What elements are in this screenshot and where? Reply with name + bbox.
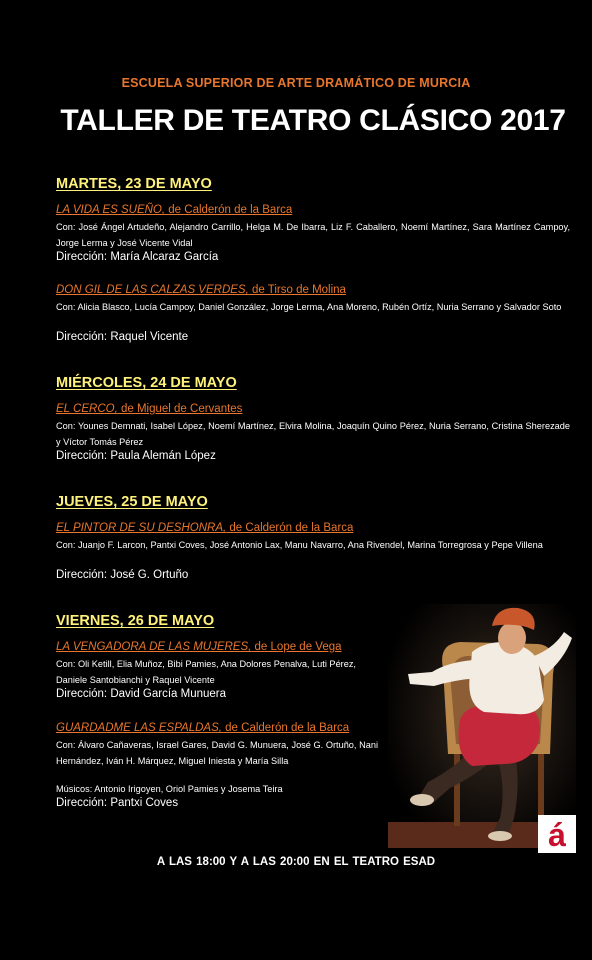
play-direction: Dirección: Pantxi Coves [56, 797, 179, 809]
play-cast: Con: Alicia Blasco, Lucía Campoy, Daniel González, Jorge Lerma, Ana Moreno, Rubén Ortíz, Nuria Serrano y Salvador Soto [56, 302, 562, 312]
play-title-line [56, 522, 353, 534]
play-title-line [56, 284, 346, 296]
play-author: de Calderón de la Barca [226, 522, 354, 534]
play-cast: Con: Juanjo F. Larcon, Pantxi Coves, José Antonio Lax, Manu Navarro, Ana Rivendel, Marina Torregrosa y Pepe Villena [56, 540, 543, 550]
play-direction: Dirección: Paula Alemán López [56, 450, 216, 462]
play-title-line [56, 403, 242, 415]
school-name: ESCUELA SUPERIOR DE ARTE DRAMÁTICO DE MURCIA [121, 76, 471, 90]
day-heading-miercoles: MIÉRCOLES, 24 DE MAYO [56, 375, 237, 391]
esad-logo [538, 815, 576, 853]
day-heading-martes: MARTES, 23 DE MAYO [56, 176, 212, 192]
day-heading-jueves: JUEVES, 25 DE MAYO [56, 494, 208, 510]
play-title-line [56, 641, 342, 653]
play-title-line [56, 722, 349, 734]
play-cast: Con: Álvaro Cañaveras, Israel Gares, David G. Munuera, José G. Ortuño, Nani Hernández, Iván H. Márquez, Miguel Iniesta y María Silla [56, 740, 378, 766]
day-heading-viernes: VIERNES, 26 DE MAYO [56, 613, 215, 629]
play-title-line [56, 204, 292, 216]
play-cast: Con: Oli Ketill, Elia Muñoz, Bibi Pamies, Ana Dolores Penalva, Luti Pérez, Daniele Santobianchi y Raquel Vicente [56, 659, 356, 685]
play-cast: Con: Younes Demnati, Isabel López, Noemí Martínez, Elvira Molina, Joaquín Quino Pérez, Nuria Serrano, Cristina Sherezade y Víctor Tomás Pérez [56, 421, 570, 447]
play-author: de Tirso de Molina [248, 284, 346, 296]
actor-photo [388, 604, 576, 848]
play-direction: Dirección: Raquel Vicente [56, 331, 189, 343]
play-title: DON GIL DE LAS CALZAS VERDES, [56, 284, 249, 296]
play-author: de Miguel de Cervantes [117, 403, 243, 415]
play-title: EL CERCO, [56, 403, 118, 415]
poster-title: TALLER DE TEATRO CLÁSICO 2017 [60, 104, 566, 137]
play-title: EL PINTOR DE SU DESHONRA, [56, 522, 227, 534]
play-author: de Calderón de la Barca [165, 204, 293, 216]
play-direction: Dirección: María Alcaraz García [56, 251, 219, 263]
play-author: de Lope de Vega [251, 641, 342, 653]
logo-glyph: á [548, 817, 566, 852]
schedule-footer: A LAS 18:00 Y A LAS 20:00 EN EL TEATRO ESAD [156, 856, 436, 868]
play-title: LA VENGADORA DE LAS MUJERES, [56, 641, 252, 653]
play-title: GUARDADME LAS ESPALDAS, [56, 722, 222, 734]
play-title: LA VIDA ES SUEÑO, [56, 204, 166, 216]
esad-logo-mark [539, 816, 575, 852]
play-direction: Dirección: José G. Ortuño [56, 569, 189, 581]
play-direction: Dirección: David García Munuera [56, 688, 227, 700]
play-cast: Con: José Ángel Artudeño, Alejandro Carrillo, Helga M. De Ibarra, Liz F. Caballero, Noemí Martínez, Sara Martínez Campoy, Jorge Lerma y José Vicente Vidal [56, 222, 570, 248]
play-author: de Calderón de la Barca [221, 722, 350, 734]
play-musicians: Músicos: Antonio Irigoyen, Oriol Pamies y Josema Teira [56, 784, 283, 794]
